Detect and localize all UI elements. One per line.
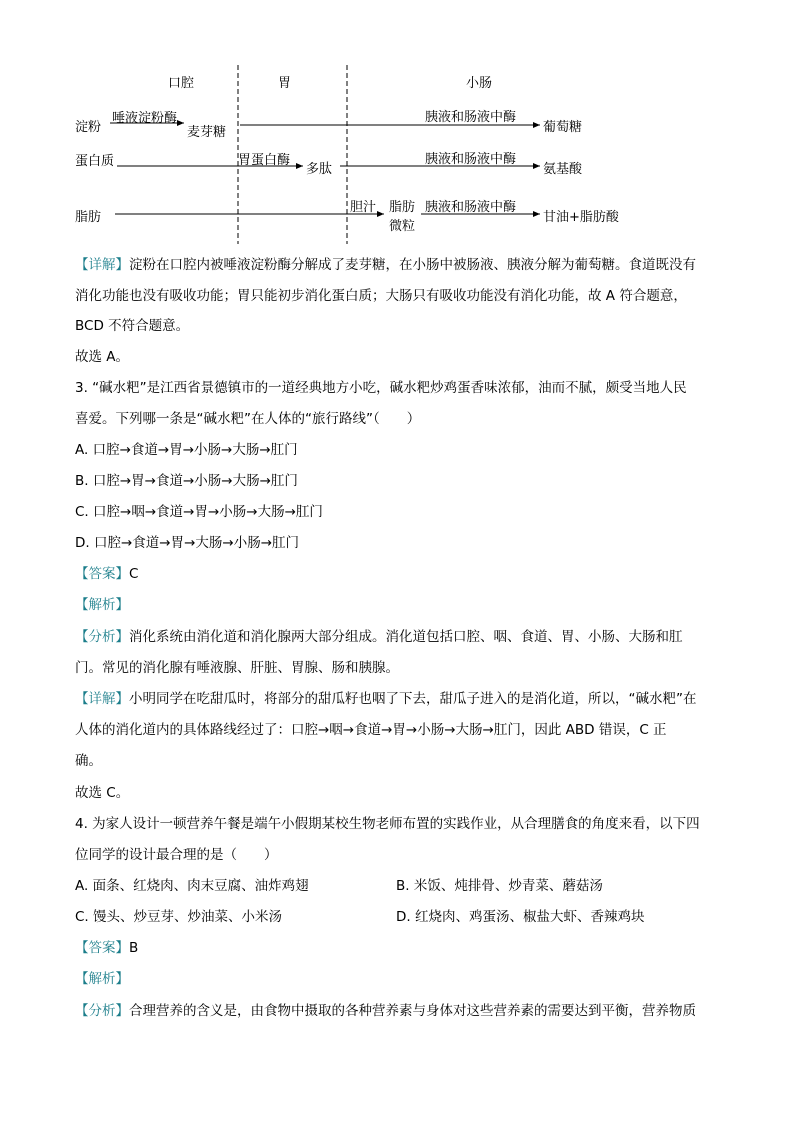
fat-enzyme-pancreatic: 胰液和肠液中酶 (425, 200, 517, 215)
q3-jiexi-tag: 【解析】 (75, 597, 129, 613)
answer-value: C (129, 566, 139, 582)
q2-detail-line1 (75, 255, 696, 275)
header-mouth: 口腔 (168, 76, 195, 91)
analysis-text: 合理营养的含义是，由食物中摄取的各种营养素与身体对这些营养素的需要达到平衡，营养物质 (129, 1003, 696, 1019)
q4-answer (75, 938, 138, 958)
q3-detail-line3: 确。 (75, 753, 102, 769)
analysis-tag: 【分析】 (75, 629, 129, 645)
detail-text: 小明同学在吃甜瓜时，将部分的甜瓜籽也咽了下去，甜瓜子进入的是消化道，所以，“碱水粑”在 (129, 691, 697, 707)
q3-option-b: B. 口腔→胃→食道→小肠→大肠→肛门 (75, 473, 298, 489)
header-small-intestine: 小肠 (466, 76, 493, 91)
row-label-fat: 脂肪 (75, 210, 102, 225)
q3-detail-line2: 人体的消化道内的具体路线经过了：口腔→咽→食道→胃→小肠→大肠→肛门，因此 ABD 错误，C 正 (75, 722, 667, 738)
answer-value: B (129, 940, 139, 956)
row-label-starch: 淀粉 (75, 120, 102, 135)
q4-option-a: A. 面条、红烧肉、肉末豆腐、油炸鸡翅 (75, 878, 309, 894)
q4-stem-line2: 位同学的设计最合理的是（ ） (75, 847, 278, 863)
q3-analysis-line1 (75, 627, 683, 647)
q3-detail-line1 (75, 689, 697, 709)
protein-product-amino-acid: 氨基酸 (543, 162, 583, 177)
q4-option-b: B. 米饭、炖排骨、炒青菜、蘑菇汤 (396, 878, 603, 894)
starch-product-maltose: 麦芽糖 (187, 125, 227, 140)
q3-answer (75, 564, 138, 584)
header-stomach: 胃 (278, 76, 292, 91)
fat-bile: 胆汁 (350, 200, 377, 215)
q2-choose: 故选 A。 (75, 349, 130, 365)
q4-option-d: D. 红烧肉、鸡蛋汤、椒盐大虾、香辣鸡块 (396, 909, 645, 925)
protein-enzyme-pancreatic: 胰液和肠液中酶 (425, 152, 517, 167)
fat-particle-line1: 脂肪 (389, 200, 416, 215)
fat-product-glycerol-fatty-acid: 甘油+脂肪酸 (543, 210, 619, 225)
analysis-tag: 【分析】 (75, 1003, 129, 1019)
detail-tag: 【详解】 (75, 257, 129, 273)
q4-analysis-line1 (75, 1001, 696, 1021)
q4-jiexi-tag: 【解析】 (75, 971, 129, 987)
q4-stem-line1: 4. 为家人设计一顿营养午餐是端午小假期某校生物老师布置的实践作业，从合理膳食的角度来看，以下四 (75, 816, 700, 832)
q3-choose: 故选 C。 (75, 785, 130, 801)
row-label-protein: 蛋白质 (75, 154, 115, 169)
starch-product-glucose: 葡萄糖 (543, 120, 583, 135)
fat-particle-line2: 微粒 (389, 219, 416, 234)
q3-stem-line2: 喜爱。下列哪一条是“碱水粑”在人体的“旅行路线”（ ） (75, 411, 421, 427)
q2-detail-line3: BCD 不符合题意。 (75, 318, 190, 334)
detail-tag: 【详解】 (75, 691, 129, 707)
q4-option-c: C. 馒头、炒豆芽、炒油菜、小米汤 (75, 909, 283, 925)
answer-tag: 【答案】 (75, 940, 129, 956)
q3-option-d: D. 口腔→食道→胃→大肠→小肠→肛门 (75, 535, 300, 551)
q3-stem-line1: 3. “碱水粑”是江西省景德镇市的一道经典地方小吃，碱水粑炒鸡蛋香味浓郁，油而不腻，颇受当地人民 (75, 380, 687, 396)
starch-enzyme-saliva: 唾液淀粉酶 (112, 111, 178, 126)
analysis-text: 消化系统由消化道和消化腺两大部分组成。消化道包括口腔、咽、食道、胃、小肠、大肠和肛 (129, 629, 683, 645)
q3-option-a: A. 口腔→食道→胃→小肠→大肠→肛门 (75, 442, 298, 458)
starch-enzyme-pancreatic: 胰液和肠液中酶 (425, 110, 517, 125)
protein-enzyme-pepsin: 胃蛋白酶 (238, 153, 291, 168)
protein-product-polypeptide: 多肽 (306, 162, 333, 177)
q2-detail-line2: 消化功能也没有吸收功能；胃只能初步消化蛋白质；大肠只有吸收功能没有消化功能，故 A 符合题意， (75, 288, 687, 304)
q3-analysis-line2: 门。常见的消化腺有唾液腺、肝脏、胃腺、肠和胰腺。 (75, 660, 399, 676)
q3-option-c: C. 口腔→咽→食道→胃→小肠→大肠→肛门 (75, 504, 323, 520)
detail-text: 淀粉在口腔内被唾液淀粉酶分解成了麦芽糖，在小肠中被肠液、胰液分解为葡萄糖。食道既没有 (129, 257, 696, 273)
answer-tag: 【答案】 (75, 566, 129, 582)
